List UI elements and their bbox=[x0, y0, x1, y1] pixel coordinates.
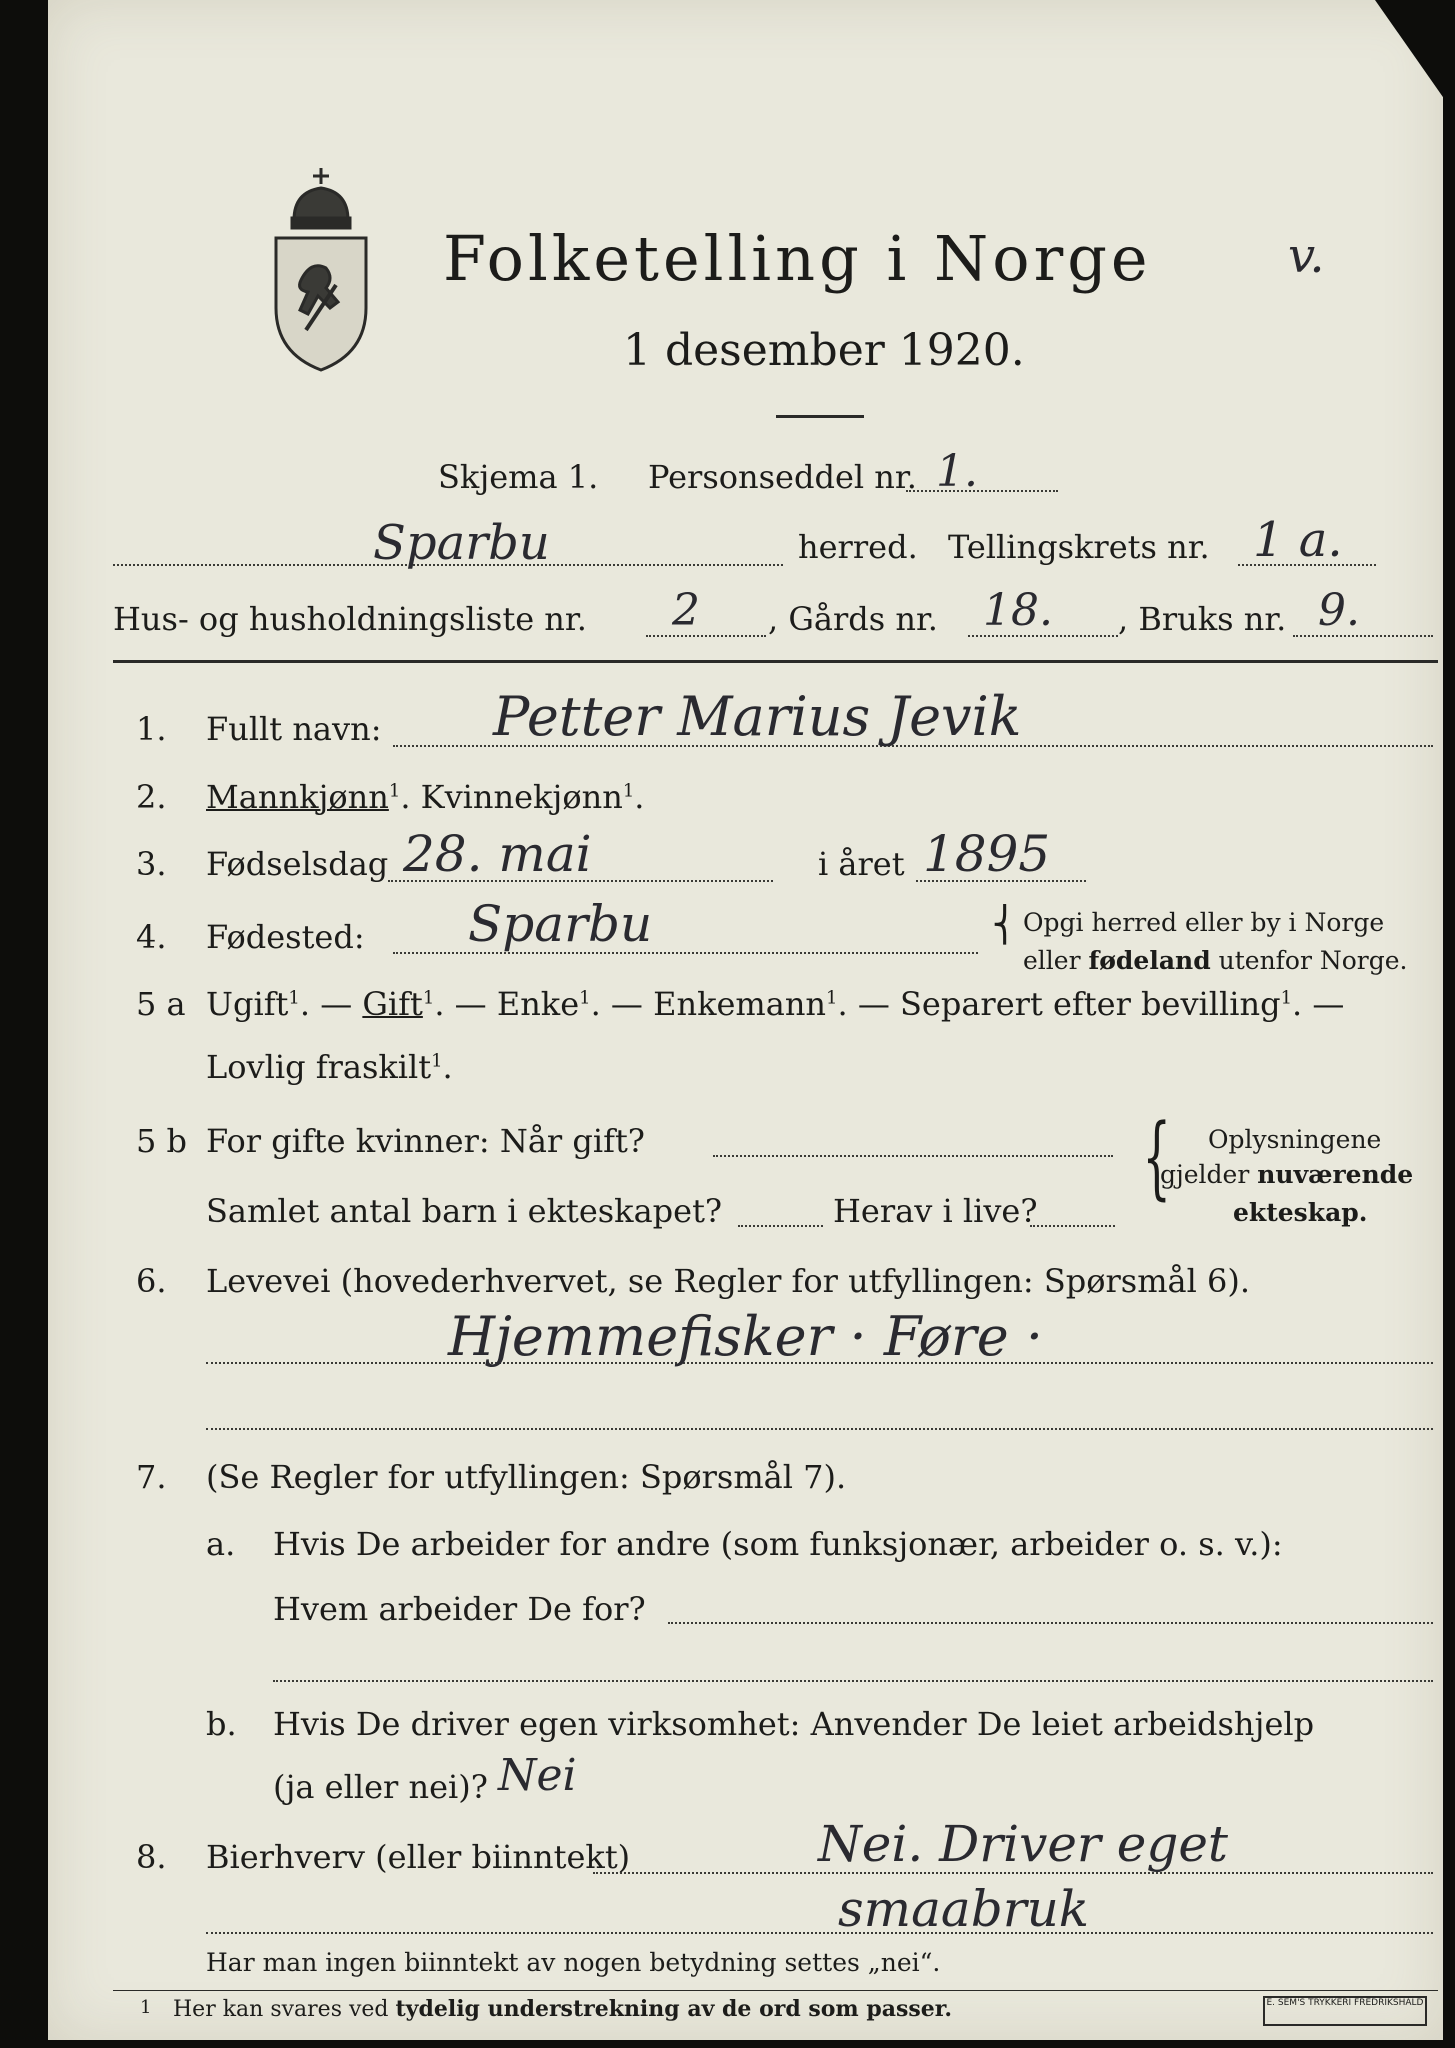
occupation-field-line2[interactable] bbox=[206, 1428, 1433, 1430]
personseddel-label: Personseddel nr. bbox=[648, 458, 917, 496]
q7b-sub-label: (ja eller nei)? bbox=[273, 1768, 488, 1806]
option-separert[interactable]: Separert efter bevilling bbox=[900, 985, 1281, 1023]
occupation-value: Hjemmefisker · Føre · bbox=[448, 1305, 1044, 1368]
q5b-label-children: Samlet antal barn i ekteskapet? bbox=[206, 1192, 723, 1230]
form-title: Folketelling i Norge bbox=[443, 222, 1152, 295]
footnote-text: Her kan svares ved tydelig understrekning av de ord som passer. bbox=[173, 1996, 953, 2022]
birthplace-value: Sparbu bbox=[468, 895, 653, 953]
option-mannkjonn[interactable]: Mannkjønn bbox=[206, 778, 389, 816]
title-divider bbox=[776, 415, 864, 418]
year-label: i året bbox=[818, 845, 905, 883]
employer-field-line2[interactable] bbox=[273, 1680, 1433, 1682]
q5b-label-alive: Herav i live? bbox=[833, 1192, 1038, 1230]
skjema-label: Skjema 1. bbox=[438, 458, 599, 496]
bruks-label: , Bruks nr. bbox=[1118, 600, 1287, 638]
side-income-field-line2[interactable] bbox=[206, 1932, 1433, 1934]
q5a-number: 5 a bbox=[136, 985, 186, 1023]
q7a-label: Hvis De arbeider for andre (som funksjonær, arbeider o. s. v.): bbox=[273, 1525, 1283, 1563]
q8-label: Bierhverv (eller biinntekt) bbox=[206, 1838, 631, 1876]
q7a-sub-label: Hvem arbeider De for? bbox=[273, 1590, 646, 1628]
full-name-value: Petter Marius Jevik bbox=[493, 685, 1022, 748]
hus-value: 2 bbox=[672, 585, 700, 636]
herred-value: Sparbu bbox=[373, 515, 550, 571]
tellingskrets-label: Tellingskrets nr. bbox=[948, 528, 1210, 566]
footer-note: Har man ingen biinntekt av nogen betydning settes „nei“. bbox=[206, 1948, 941, 1977]
option-fraskilt[interactable]: Lovlig fraskilt bbox=[206, 1048, 432, 1086]
q5b-number: 5 b bbox=[136, 1122, 188, 1160]
q6-label: Levevei (hovederhvervet, se Regler for utfyllingen: Spørsmål 6). bbox=[206, 1262, 1251, 1300]
q2-number: 2. bbox=[136, 778, 167, 816]
birthplace-note-line2: eller fødeland utenfor Norge. bbox=[1023, 946, 1408, 975]
q7b-label: Hvis De driver egen virksomhet: Anvender De leiet arbeidshjelp bbox=[273, 1705, 1315, 1743]
birthday-value: 28. mai bbox=[403, 825, 592, 883]
side-income-value-line1: Nei. Driver eget bbox=[818, 1815, 1229, 1873]
q5b-note-line2: gjelder nuværende bbox=[1160, 1160, 1414, 1189]
q1-label: Fullt navn: bbox=[206, 710, 382, 748]
birthplace-note-line1: Opgi herred eller by i Norge bbox=[1023, 908, 1385, 937]
folded-corner bbox=[1375, 0, 1443, 100]
children-alive-field[interactable] bbox=[1030, 1225, 1115, 1227]
option-kvinnekjonn[interactable]: Kvinnekjønn bbox=[420, 778, 623, 816]
footnote-divider bbox=[113, 1990, 1438, 1991]
birth-year-value: 1895 bbox=[923, 825, 1051, 883]
census-date: 1 desember 1920. bbox=[623, 325, 1025, 376]
census-form-page bbox=[48, 0, 1443, 2040]
hus-field[interactable] bbox=[646, 635, 766, 637]
q7a-letter: a. bbox=[206, 1525, 236, 1563]
norwegian-coat-of-arms-icon bbox=[266, 160, 376, 380]
hired-help-value: Nei bbox=[498, 1750, 577, 1801]
personseddel-value: 1. bbox=[936, 446, 978, 497]
q3-label: Fødselsdag bbox=[206, 845, 389, 883]
employer-field[interactable] bbox=[668, 1622, 1433, 1624]
hus-label: Hus- og husholdningsliste nr. bbox=[113, 600, 587, 638]
gards-value: 18. bbox=[983, 585, 1053, 636]
bruks-field[interactable] bbox=[1293, 635, 1433, 637]
note-brace-5b: { bbox=[1142, 1105, 1171, 1210]
option-fraskilt-line: Lovlig fraskilt$^1$. bbox=[206, 1048, 453, 1086]
q7-number: 7. bbox=[136, 1458, 167, 1496]
tellingskrets-value: 1 a. bbox=[1253, 512, 1343, 568]
marital-status-options: Ugift$^1$. — Gift$^1$. — Enke$^1$. — Enkemann$^1$. — Separert efter bevilling$^1$. — bbox=[206, 985, 1345, 1023]
q6-number: 6. bbox=[136, 1262, 167, 1300]
footnote-number: 1 bbox=[140, 1997, 152, 2018]
q4-number: 4. bbox=[136, 918, 167, 956]
children-count-field[interactable] bbox=[738, 1225, 823, 1227]
option-gift[interactable]: Gift bbox=[362, 985, 423, 1023]
q5b-note-line3: ekteskap. bbox=[1233, 1198, 1368, 1227]
gender-options: Mannkjønn$^1$. Kvinnekjønn$^1$. bbox=[206, 778, 645, 816]
q8-number: 8. bbox=[136, 1838, 167, 1876]
option-enke[interactable]: Enke bbox=[496, 985, 580, 1023]
option-enkemann[interactable]: Enkemann bbox=[653, 985, 827, 1023]
corner-handwritten-mark: v. bbox=[1288, 228, 1325, 284]
gards-label: , Gårds nr. bbox=[768, 600, 938, 638]
q7b-letter: b. bbox=[206, 1705, 237, 1743]
married-when-field[interactable] bbox=[713, 1155, 1113, 1157]
q1-number: 1. bbox=[136, 710, 167, 748]
side-income-value-line2: smaabruk bbox=[838, 1880, 1090, 1938]
q4-label: Fødested: bbox=[206, 918, 365, 956]
q3-number: 3. bbox=[136, 845, 167, 883]
printer-stamp: E. SEM'S TRYKKERI FREDRIKSHALD bbox=[1263, 1996, 1427, 2026]
option-ugift[interactable]: Ugift bbox=[206, 985, 289, 1023]
herred-label: herred. bbox=[798, 528, 918, 566]
q5b-label-married: For gifte kvinner: Når gift? bbox=[206, 1122, 645, 1160]
note-brace: ⎨ bbox=[992, 905, 1018, 945]
q7-label: (Se Regler for utfyllingen: Spørsmål 7). bbox=[206, 1458, 847, 1496]
personseddel-field[interactable] bbox=[906, 490, 1058, 492]
section-divider bbox=[113, 660, 1438, 663]
bruks-value: 9. bbox=[1318, 585, 1360, 636]
q5b-note-line1: Oplysningene bbox=[1208, 1125, 1382, 1154]
